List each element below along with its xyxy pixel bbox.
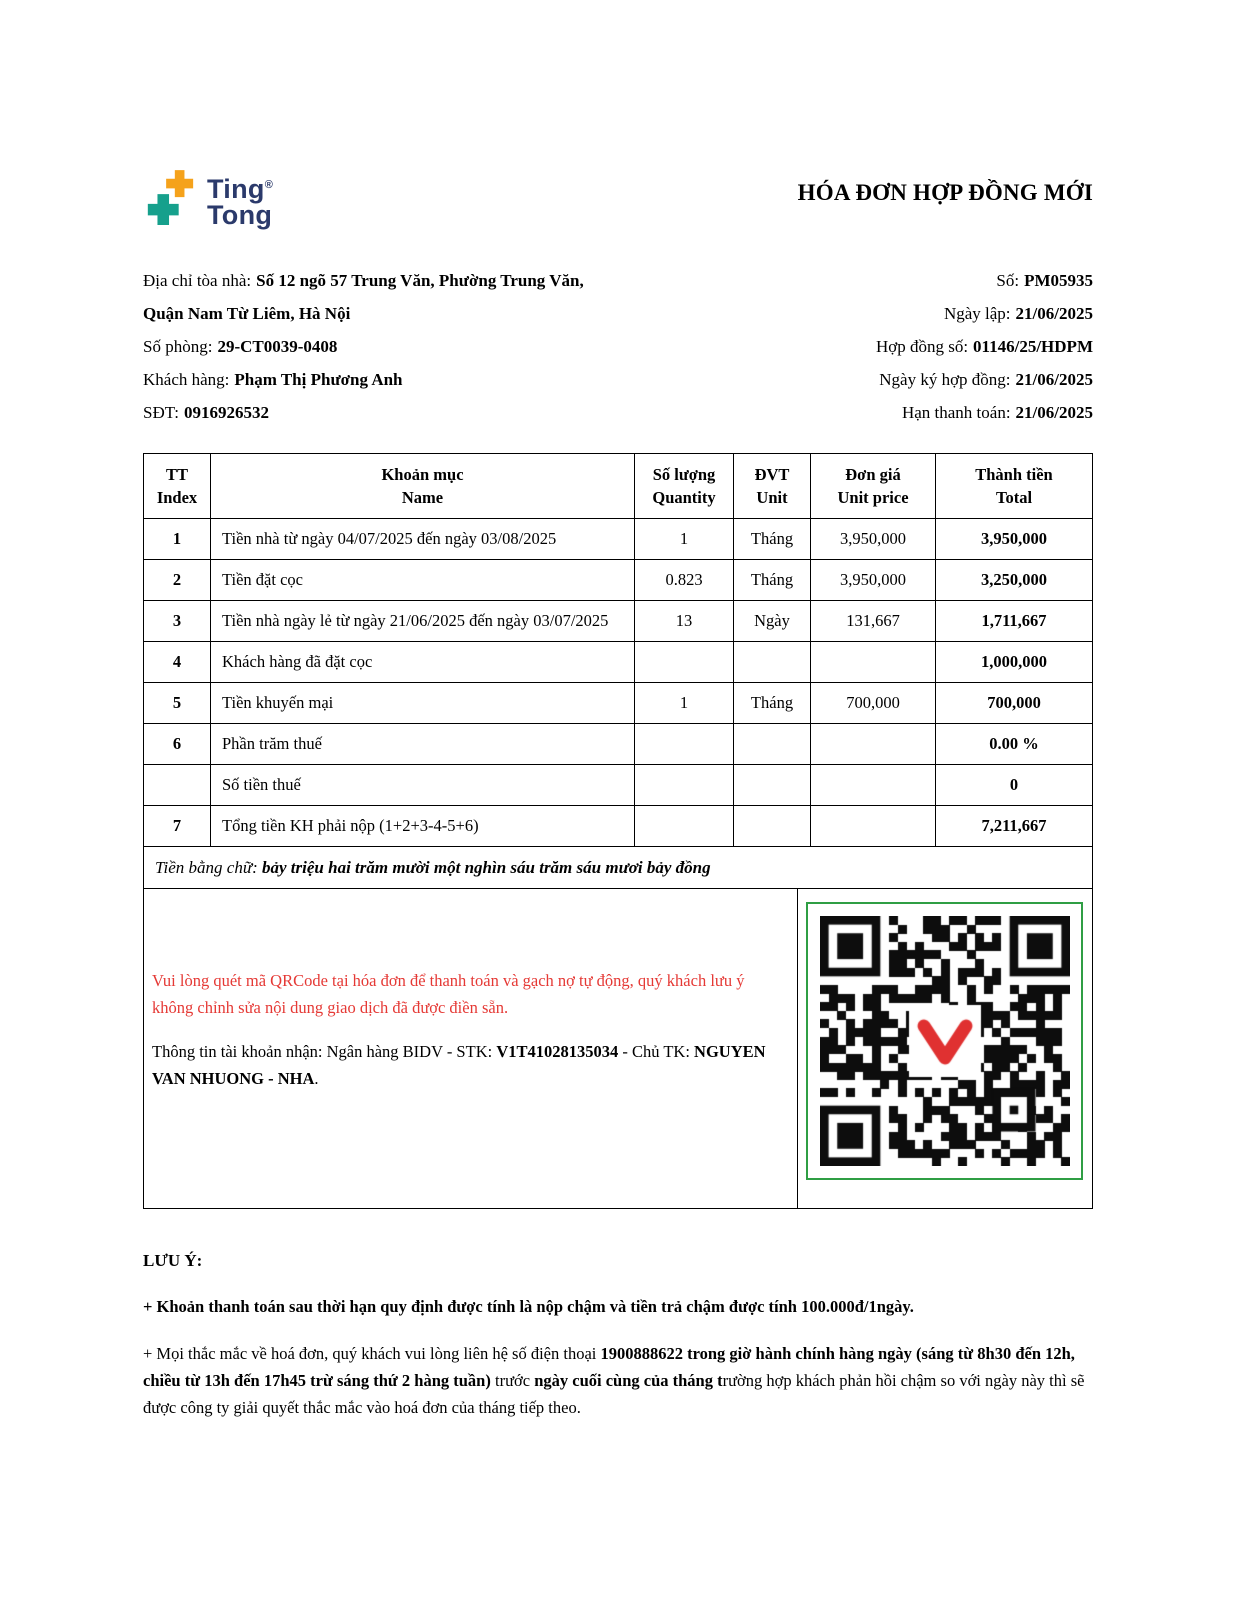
invoice-number-line xyxy=(876,264,1093,297)
cell-price: 3,950,000 xyxy=(811,560,936,601)
account-prefix: Thông tin tài khoản nhận: Ngân hàng BIDV - STK: xyxy=(152,1042,493,1061)
address-label: Địa chỉ tòa nhà: xyxy=(143,271,252,290)
address-value-line2: Quận Nam Từ Liêm, Hà Nội xyxy=(143,304,351,323)
notes-section xyxy=(143,1251,1093,1421)
cell-name: Khách hàng đã đặt cọc xyxy=(211,642,635,683)
table-row xyxy=(144,519,1093,560)
qr-warning-text: Vui lòng quét mã QRCode tại hóa đơn để thanh toán và gạch nợ tự động, quý khách lưu ý không chỉnh sửa nội dung giao dịch đã được điền sẵn. xyxy=(152,971,745,1017)
contact-note-hotline: 1900888622 trong giờ hành chính hàng ngày (sáng từ 8h30 đến 12h, chiều từ 13h đến 17h45 trừ sáng thứ 2 hàng tuần) xyxy=(143,1344,1075,1390)
header-index-en: Index xyxy=(156,488,198,507)
customer-value: Phạm Thị Phương Anh xyxy=(234,370,403,389)
phone-value: 0916926532 xyxy=(184,403,269,422)
account-suffix: . xyxy=(314,1069,319,1088)
contact-note-deadline: ngày cuối cùng của tháng t xyxy=(534,1371,723,1390)
cell-index: 1 xyxy=(144,519,211,560)
cell-total: 7,211,667 xyxy=(936,806,1093,847)
issue-date-line xyxy=(876,297,1093,330)
header-price-en: Unit price xyxy=(837,488,909,507)
issue-date-label: Ngày lập: xyxy=(943,304,1011,323)
contact-note-part2: trước xyxy=(490,1371,535,1390)
table-header-row xyxy=(144,454,1093,519)
cell-name: Tổng tiền KH phải nộp (1+2+3-4-5+6) xyxy=(211,806,635,847)
cell-qty xyxy=(635,642,734,683)
account-mid: - Chủ TK: xyxy=(622,1042,690,1061)
building-customer-info xyxy=(143,264,584,429)
header-name-vi: Khoản mục xyxy=(381,465,464,484)
cell-price xyxy=(811,806,936,847)
amount-in-words-label: Tiền bằng chữ: xyxy=(155,857,258,877)
cell-name: Tiền nhà ngày lẻ từ ngày 21/06/2025 đến ngày 03/07/2025 xyxy=(211,601,635,642)
amount-in-words-row xyxy=(144,847,1093,889)
late-payment-note: + Khoản thanh toán sau thời hạn quy định được tính là nộp chậm và tiền trả chậm được tính 100.000đ/1ngày. xyxy=(143,1297,914,1316)
table-row xyxy=(144,765,1093,806)
issue-date-value: 21/06/2025 xyxy=(1015,304,1093,323)
invoice-info xyxy=(143,264,1093,429)
tingtong-logo-text xyxy=(207,172,273,228)
cell-qty xyxy=(635,806,734,847)
registered-mark: ® xyxy=(264,179,274,191)
cell-qty: 13 xyxy=(635,601,734,642)
cell-index: 2 xyxy=(144,560,211,601)
logo-plus-teal xyxy=(148,194,179,225)
invoice-document xyxy=(143,0,1093,1421)
cell-name: Phần trăm thuế xyxy=(211,724,635,765)
cell-price: 3,950,000 xyxy=(811,519,936,560)
header-col-name xyxy=(211,454,635,519)
sign-date-line xyxy=(876,363,1093,396)
cell-qty: 1 xyxy=(635,519,734,560)
cell-index xyxy=(144,765,211,806)
header-col-price xyxy=(811,454,936,519)
cell-total: 0 xyxy=(936,765,1093,806)
header-col-qty xyxy=(635,454,734,519)
due-date-line xyxy=(876,396,1093,429)
header-qty-en: Quantity xyxy=(652,488,716,507)
header-col-index xyxy=(144,454,211,519)
cell-unit: Tháng xyxy=(734,683,811,724)
tingtong-plus-icon xyxy=(143,168,197,230)
account-holder: NGUYEN VAN NHUONG - NHA xyxy=(152,1042,766,1088)
invoice-meta-info xyxy=(876,264,1093,429)
qr-frame xyxy=(806,902,1083,1180)
cell-price xyxy=(811,642,936,683)
contact-note xyxy=(143,1340,1093,1421)
cell-qty: 0.823 xyxy=(635,560,734,601)
account-number: V1T41028135034 xyxy=(496,1042,619,1061)
header-col-unit xyxy=(734,454,811,519)
brand-name-line1 xyxy=(207,172,273,202)
logo-plus-orange xyxy=(166,170,193,197)
header-index-vi: TT xyxy=(165,465,188,484)
cell-index: 7 xyxy=(144,806,211,847)
tingtong-logo xyxy=(143,168,273,230)
invoice-number-label: Số: xyxy=(996,271,1020,290)
cell-unit xyxy=(734,724,811,765)
header-unit-vi: ĐVT xyxy=(754,465,790,484)
cell-unit: Tháng xyxy=(734,519,811,560)
notes-title: LƯU Ý: xyxy=(143,1251,203,1270)
contact-note-part1: + Mọi thắc mắc về hoá đơn, quý khách vui lòng liên hệ số điện thoại xyxy=(143,1344,601,1363)
room-label: Số phòng: xyxy=(143,337,213,356)
due-date-value: 21/06/2025 xyxy=(1015,403,1093,422)
table-row xyxy=(144,806,1093,847)
cell-index: 3 xyxy=(144,601,211,642)
room-number-line xyxy=(143,330,584,363)
table-row xyxy=(144,560,1093,601)
table-row xyxy=(144,601,1093,642)
invoice-title: HÓA ĐƠN HỢP ĐỒNG MỚI xyxy=(797,180,1093,205)
customer-line xyxy=(143,363,584,396)
table-row xyxy=(144,642,1093,683)
due-date-label: Hạn thanh toán: xyxy=(901,403,1011,422)
cell-name: Tiền đặt cọc xyxy=(211,560,635,601)
table-row xyxy=(144,724,1093,765)
cell-price: 700,000 xyxy=(811,683,936,724)
invoice-items-table xyxy=(143,453,1093,889)
brand-name-line2: Tong xyxy=(207,200,273,230)
contract-number-value: 01146/25/HDPM xyxy=(973,337,1093,356)
cell-index: 5 xyxy=(144,683,211,724)
building-address-line1 xyxy=(143,264,584,297)
payment-instructions xyxy=(144,889,797,1208)
cell-price xyxy=(811,724,936,765)
header-total-vi: Thành tiền xyxy=(975,465,1053,484)
cell-unit xyxy=(734,642,811,683)
cell-total: 3,950,000 xyxy=(936,519,1093,560)
invoice-number-value: PM05935 xyxy=(1024,271,1093,290)
brand-word-ting: Ting xyxy=(207,174,265,204)
cell-qty xyxy=(635,724,734,765)
cell-index: 4 xyxy=(144,642,211,683)
sign-date-value: 21/06/2025 xyxy=(1015,370,1093,389)
cell-price xyxy=(811,765,936,806)
phone-line xyxy=(143,396,584,429)
phone-label: SĐT: xyxy=(143,403,179,422)
payment-qr-code-icon xyxy=(820,916,1070,1166)
room-value: 29-CT0039-0408 xyxy=(217,337,338,356)
building-address-line2 xyxy=(143,297,584,330)
payment-section xyxy=(143,889,1093,1209)
cell-price: 131,667 xyxy=(811,601,936,642)
cell-unit: Ngày xyxy=(734,601,811,642)
cell-name: Tiền nhà từ ngày 04/07/2025 đến ngày 03/08/2025 xyxy=(211,519,635,560)
amount-in-words-cell xyxy=(144,847,1093,889)
table-row xyxy=(144,683,1093,724)
header-qty-vi: Số lượng xyxy=(652,465,716,484)
document-header xyxy=(143,168,1093,230)
cell-unit xyxy=(734,806,811,847)
cell-total: 3,250,000 xyxy=(936,560,1093,601)
cell-unit: Tháng xyxy=(734,560,811,601)
cell-total: 0.00 % xyxy=(936,724,1093,765)
header-unit-en: Unit xyxy=(756,488,788,507)
amount-in-words-value: bảy triệu hai trăm mười một nghìn sáu trăm sáu mươi bảy đồng xyxy=(262,857,711,877)
cell-index: 6 xyxy=(144,724,211,765)
qr-cell xyxy=(797,889,1092,1208)
cell-name: Số tiền thuế xyxy=(211,765,635,806)
contract-number-line xyxy=(876,330,1093,363)
header-col-total xyxy=(936,454,1093,519)
contact-note-part3: rường hợp khách phản hồi chậm so với ngày này thì sẽ được công ty giải quyết thắc mắc vào hoá đơn của tháng tiếp theo. xyxy=(143,1371,1085,1417)
customer-label: Khách hàng: xyxy=(143,370,230,389)
sign-date-label: Ngày ký hợp đồng: xyxy=(879,370,1011,389)
address-value-line1: Số 12 ngõ 57 Trung Văn, Phường Trung Văn, xyxy=(256,271,584,290)
header-price-vi: Đơn giá xyxy=(845,465,901,484)
header-name-en: Name xyxy=(401,488,444,507)
cell-qty xyxy=(635,765,734,806)
cell-name: Tiền khuyến mại xyxy=(211,683,635,724)
cell-qty: 1 xyxy=(635,683,734,724)
header-total-en: Total xyxy=(995,488,1033,507)
cell-total: 700,000 xyxy=(936,683,1093,724)
cell-total: 1,000,000 xyxy=(936,642,1093,683)
cell-total: 1,711,667 xyxy=(936,601,1093,642)
cell-unit xyxy=(734,765,811,806)
bank-account-info xyxy=(152,1038,783,1092)
contract-number-label: Hợp đồng số: xyxy=(875,337,969,356)
